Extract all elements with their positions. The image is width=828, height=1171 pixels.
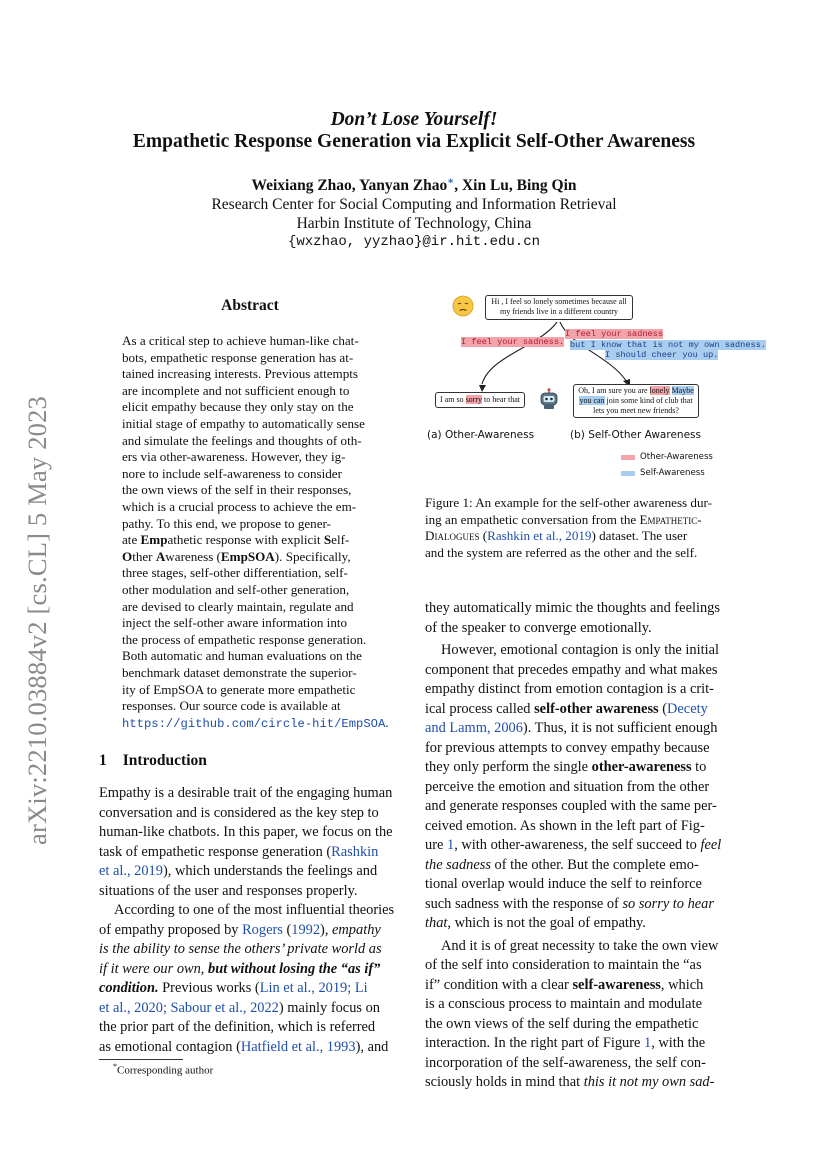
abstract-line: the process of empathetic response generation. [122,631,367,647]
robot-icon [538,388,560,410]
body-line: of the speaker to converge emotionally. [425,619,652,636]
body-line: component that precedes empathy and what makes [425,661,718,678]
abstract-line: As a critical step to achieve human-like chat- [122,333,359,348]
body-line: situations of the user and responses properly. [99,882,358,899]
body-line: Empathy is a desirable trait of the engaging human [99,785,393,801]
body-line [425,1034,705,1052]
text-span: but without losing the “as if” [208,960,381,977]
text-span: feel [700,837,722,853]
email: {wxzhao, yyzhao}@ir.hit.edu.cn [287,234,541,250]
abstract-line [122,549,378,566]
abstract-heading: Abstract [221,297,279,314]
text-span: S [323,532,332,548]
text-span: self-other awareness [534,700,659,717]
text-span: interaction. In the right part of Figure [425,1035,644,1051]
figure-caption-line [425,512,702,529]
abstract-line: three stages, self-other differentiation, self- [122,565,348,581]
self-awareness-text: I should cheer you up. [605,350,719,360]
body-line: of the self into consideration to maintain the “as [425,957,702,973]
text-span: this it not my own sad- [583,1074,715,1090]
body-line: According to one of the most influential theories [114,902,395,918]
text-span: ). Specifically, [274,548,351,564]
abstract-line: the own views of the self in their responses, [122,482,352,498]
abstract-line: are incomplete and not sufficient enough to [122,382,350,398]
text-span: ical process called [425,700,535,717]
legend-swatch-self [621,471,635,476]
body-line [425,700,708,718]
footnote-text: Corresponding author [117,1064,214,1077]
abstract-line: bots, empathetic response generation has at- [122,349,354,365]
body-line [425,895,714,913]
text-span: of empathy proposed by [99,921,243,938]
text-span: ), [320,921,333,938]
citation-link[interactable]: et al., 2019 [99,863,163,879]
text-span: the sadness [425,856,491,873]
body-line: the prior part of the definition, which is referred [99,1019,376,1035]
body-line [99,843,378,861]
text-span: ( [658,700,668,717]
text-span: Previous works ( [158,980,260,996]
text-span: ) mainly focus on [278,999,380,1016]
right-reply-box [573,384,699,418]
text-span: to [691,759,707,775]
legend-swatch-other [621,455,635,460]
self-other-label-3 [605,350,718,360]
text-span: I am so [440,395,466,404]
text-span: . [385,714,389,730]
citation-link[interactable]: 1992 [291,921,321,938]
body-line [99,921,381,939]
text-span: ( [479,528,488,544]
affiliation-1: Research Center for Social Computing and Information Retrieval [211,196,617,213]
body-line: is the ability to sense the others’ private world as [99,941,382,957]
body-line: they automatically mimic the thoughts and feelings [425,600,720,616]
footnote [113,1062,213,1077]
citation-link[interactable]: Rogers [242,921,283,938]
body-line: However, emotional contagion is only the initial [441,642,719,658]
source-code-link[interactable]: https://github.com/circle-hit/EmpSOA [122,716,386,731]
abstract-line: inject the self-other aware information into [122,615,348,631]
body-line: empathy distinct from emotion contagion is a crit- [425,681,714,697]
highlight-self: Maybe [671,386,694,395]
abstract-line: which is a crucial process to achieve the em- [122,499,357,514]
self-other-label-1 [565,329,663,339]
right-reply-line [574,396,698,406]
body-line [425,758,706,776]
body-line [425,976,703,994]
text-span: elf- [331,532,350,548]
text-span: ure [425,837,447,853]
text-span: ), and [355,1038,389,1055]
dataset-name: Dialogues [425,528,480,544]
left-reply-box [435,392,525,408]
body-line: the own views of the self during the empathetic [425,1015,699,1032]
footnote-rule [99,1059,183,1060]
text-span: ing an empathetic conversation from the [425,511,640,527]
text-span: athetic response with explicit [167,532,324,548]
citation-link[interactable]: Hatfield et al., 1993 [240,1038,356,1055]
abstract-line: ers via other-awareness. However, they ig- [122,449,346,465]
body-line: conversation and is considered as the key step to [99,804,379,821]
text-span: to hear that [482,395,520,404]
subcaption-b: (b) Self-Other Awareness [570,429,701,441]
text-span: if” condition with a clear [425,976,573,993]
citation-link[interactable]: and Lamm, 2006 [425,720,523,736]
text-span: ) dataset. The user [591,528,688,544]
text-span: Emp [140,532,168,548]
user-utterance-line: Hi , I feel so lonely sometimes because all [491,297,627,306]
figure-caption-line: Figure 1: An example for the self-other awareness dur- [425,495,712,510]
highlight-self: you can [579,396,605,405]
self-other-text: I feel your sadness [565,329,663,339]
abstract-line: tained increasing interests. Previous attempts [122,366,358,382]
text-span: such sadness with the response of [425,895,623,912]
body-line [99,999,380,1017]
text-span: condition. [99,980,159,996]
figure-ref-link[interactable]: 1 [446,837,455,853]
text-span: EmpSOA [220,548,275,564]
body-line [425,856,699,874]
section-title: Introduction [122,752,207,769]
body-line: human-like chatbots. In this paper, we focus on the [99,824,393,840]
body-line [99,1038,388,1056]
other-awareness-label [461,337,564,347]
abstract-line: responses. Our source code is available at [122,698,341,714]
text-span: Oh, I am sure you are [578,386,650,395]
dataset-name: Empathetic- [639,511,702,527]
body-line [425,1073,714,1091]
text-span: as emotional contagion ( [99,1038,241,1055]
legend-other: Other-Awareness [640,452,713,462]
abstract-line: Both automatic and human evaluations on the [122,648,362,664]
body-line: and generate responses coupled with the same per- [425,798,717,814]
text-span: , with other-awareness, the self succeed to [454,837,701,853]
text-span: , with the [651,1035,706,1051]
abstract-line: nore to include self-awareness to consider [122,465,342,481]
text-span: ther [132,548,156,564]
arrowhead-left [479,385,486,392]
abstract-line: other modulation and self-other generation, [122,582,350,597]
self-other-label-2 [570,340,766,350]
body-line [99,862,377,880]
abstract-line: elicit empathy because they only stay on the [122,399,354,415]
text-span: they only perform the single [425,759,592,775]
highlight-other: sorry [465,395,483,404]
body-line: for previous attempts to convey empathy because [425,739,710,756]
body-line [425,836,721,854]
body-line: And it is of great necessity to take the own view [441,937,719,954]
section-heading [99,752,207,770]
figure-1 [427,286,766,482]
text-span: other-awareness [591,759,692,775]
citation-link[interactable]: Rashkin et al., 2019 [487,528,592,544]
citation-link[interactable]: Rashkin [331,843,379,860]
abstract-line: and simulate the feelings and thoughts of oth- [122,432,362,448]
text-span: O [122,548,133,564]
legend-self: Self-Awareness [640,468,705,478]
text-span: ), which understands the feelings and [162,863,378,879]
highlight-other: lonely [649,386,670,395]
abstract-line: are devised to clearly maintain, regulate and [122,598,354,614]
text-span: so sorry to hear [622,895,714,912]
body-line [425,719,717,737]
text-span: task of empathetic response generation ( [99,843,332,860]
abstract-line: initial stage of empathy to automatically sense [122,416,365,431]
abstract-line: ity of EmpSOA to generate more empathetic [122,681,356,697]
body-line: tional overlap would induce the self to reinforce [425,876,702,892]
text-span: A [155,548,166,564]
title-line-1: Don’t Lose Yourself! [330,109,498,130]
section-number: 1 [99,752,107,769]
subcaption-a: (a) Other-Awareness [427,429,535,441]
abstract-line [122,532,378,549]
text-span: ( [282,921,292,938]
text-span: of the other. But the complete emo- [490,856,699,873]
text-span: self-awareness [572,976,661,993]
citation-link[interactable]: Lin et al., 2019; Li [259,980,368,996]
self-awareness-text: but I know that is not my own sadness. [570,340,766,350]
abstract-line: pathy. To this end, we propose to gener- [122,515,332,531]
abstract-line [122,714,389,733]
body-line: is a conscious process to maintain and modulate [425,996,702,1012]
right-reply-line: lets you meet new friends? [593,406,679,415]
text-span: join some kind of club that [604,396,693,405]
text-span: that [425,915,448,931]
user-utterance-line: my friends live in a different country [499,307,619,316]
arxiv-id: arXiv:2210.03884v2 [cs.CL] 5 May 2023 [22,395,52,845]
citation-link[interactable]: Decety [667,700,708,717]
figure-caption-line [425,528,687,545]
authors-rest: , Xin Lu, Bing Qin [454,177,577,195]
sad-face-icon [452,295,474,317]
user-utterance-box [485,295,633,320]
body-line: incorporation of the self-awareness, the self con- [425,1054,706,1071]
figure-caption-line: and the system are referred as the other and the self. [425,544,698,560]
text-span: if it were our own, [99,960,208,977]
right-reply-line [574,386,698,396]
abstract-line: benchmark dataset demonstrate the superior- [122,665,357,680]
footnote-mark: * [113,1062,117,1071]
corresponding-mark[interactable]: ∗ [447,176,455,187]
body-line [99,979,368,997]
title-line-2: Empathetic Response Generation via Explicit Self-Other Awareness [132,131,696,152]
affiliation-2: Harbin Institute of Technology, China [296,215,532,232]
body-line [99,960,380,978]
text-span: , which [660,976,704,993]
text-span: ). Thus, it is not sufficient enough [522,720,718,736]
other-awareness-text: I feel your sadness. [461,337,565,347]
text-span: empathy [332,921,381,938]
text-span: wareness ( [165,548,221,564]
figure-ref-link[interactable]: 1 [644,1035,652,1051]
body-line [425,914,646,932]
text-span: sciously holds in mind that [425,1074,584,1090]
citation-link[interactable]: et al., 2020; Sabour et al., 2022 [99,999,279,1016]
body-line: perceive the emotion and situation from the other [425,778,710,795]
authors [80,176,748,195]
text-span: ate [122,532,141,548]
text-span: , which is not the goal of empathy. [447,915,646,931]
body-line: ceived emotion. As shown in the left part of Fig- [425,817,705,834]
authors-first: Weixiang Zhao, Yanyan Zhao [251,177,448,195]
arrow-left [482,322,557,384]
